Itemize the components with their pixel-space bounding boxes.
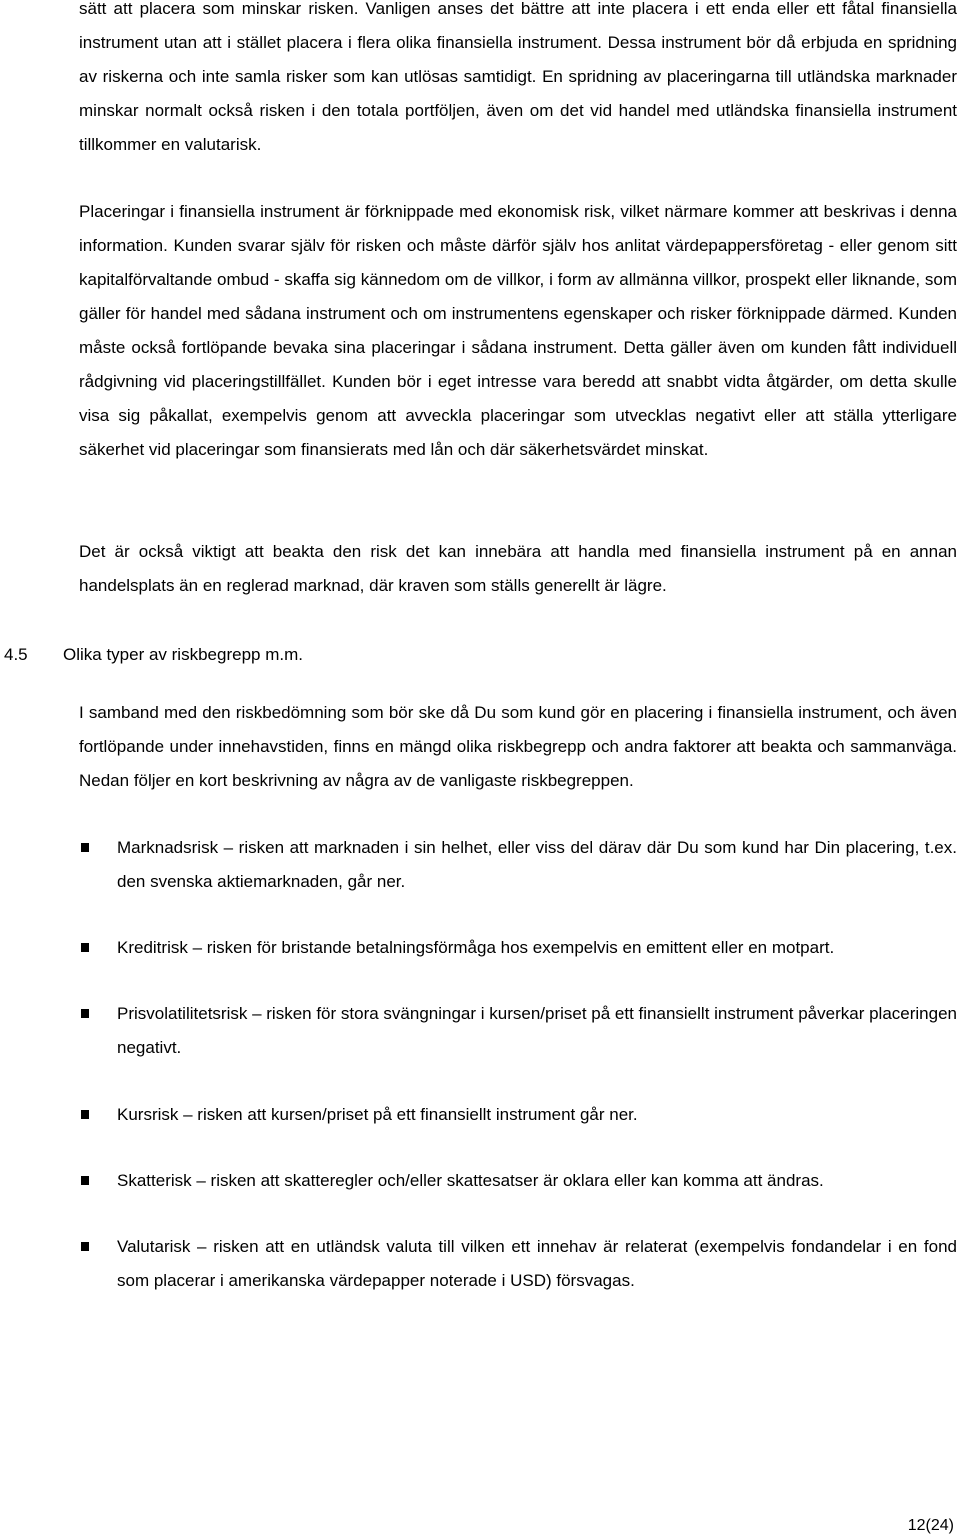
- paragraph-diversification: sätt att placera som minskar risken. Vanligen anses det bättre att inte placera i ett enda eller ett fåtal finansiella instrument utan att i stället placera i flera olika finansiella instrument. Dessa instrument bör då erbjuda en spridning av riskerna och inte samla risker som kan utlösas samtidigt. En spridning av placeringarna till utländska marknader minskar normalt också risken i den totala portföljen, även om det vid handel med utländska finansiella instrument tillkommer en valutarisk.: [79, 0, 957, 154]
- page-number: 12(24): [907, 1517, 954, 1534]
- paragraph-trading-venue-risk: Det är också viktigt att beakta den risk det kan innebära att handla med finansiella instrument på en annan handelsplats än en reglerad marknad, där kraven som ställs generellt är lägre.: [79, 542, 957, 595]
- bullet-square-icon: [81, 843, 89, 852]
- bullet-square-icon: [81, 1110, 89, 1119]
- bullet-square-icon: [81, 1009, 89, 1018]
- list-item-text: Valutarisk – risken att en utländsk valuta till vilken ett innehav är relaterat (exempelvis fondandelar i en fond som placerar i amerikanska värdepapper noterade i USD) försvagas.: [117, 1237, 957, 1290]
- list-item-text: Prisvolatilitetsrisk – risken för stora svängningar i kursen/priset på ett finansiellt instrument påverkar placeringen negativt.: [117, 1004, 957, 1057]
- list-item-text: Skatterisk – risken att skatteregler och/eller skattesatser är oklara eller kan komma att ändras.: [117, 1171, 824, 1190]
- bullet-square-icon: [81, 1176, 89, 1185]
- bullet-square-icon: [81, 1242, 89, 1251]
- section-heading: [0, 640, 960, 670]
- list-item-text: Kreditrisk – risken för bristande betalningsförmåga hos exempelvis en emittent eller en motpart.: [117, 938, 835, 957]
- bullet-square-icon: [81, 943, 89, 952]
- section-title: Olika typer av riskbegrepp m.m.: [63, 645, 303, 664]
- section-number: 4.5: [4, 645, 28, 664]
- list-item-text: Kursrisk – risken att kursen/priset på ett finansiellt instrument går ner.: [117, 1105, 638, 1124]
- list-item-text: Marknadsrisk – risken att marknaden i sin helhet, eller viss del därav där Du som kund har Din placering, t.ex. den svenska aktiemarknaden, går ner.: [117, 838, 957, 891]
- paragraph-customer-responsibility: Placeringar i finansiella instrument är förknippade med ekonomisk risk, vilket närmare kommer att beskrivas i denna information. Kunden svarar själv för risken och måste därför själv hos anlitat värdepappersföretag - eller genom sitt kapitalförvaltande ombud - skaffa sig kännedom om de villkor, i form av allmänna villkor, prospekt eller liknande, som gäller för handel med sådana instrument och om instrumentens egenskaper och risker förknippade därmed. Kunden måste också fortlöpande bevaka sina placeringar i sådana instrument. Detta gäller även om kunden fått individuell rådgivning vid placeringstillfället. Kunden bör i eget intresse vara beredd att snabbt vidta åtgärder, om detta skulle visa sig påkallat, exempelvis genom att avveckla placeringar som utvecklas negativt eller att ställa ytterligare säkerhet vid placeringar som finansierats med lån och där säkerhetsvärdet minskat.: [79, 202, 957, 459]
- paragraph-risk-assessment-intro: I samband med den riskbedömning som bör ske då Du som kund gör en placering i finansiella instrument, och även fortlöpande under innehavstiden, finns en mängd olika riskbegrepp och andra faktorer att beakta och sammanväga. Nedan följer en kort beskrivning av några av de vanligaste riskbegreppen.: [79, 703, 957, 790]
